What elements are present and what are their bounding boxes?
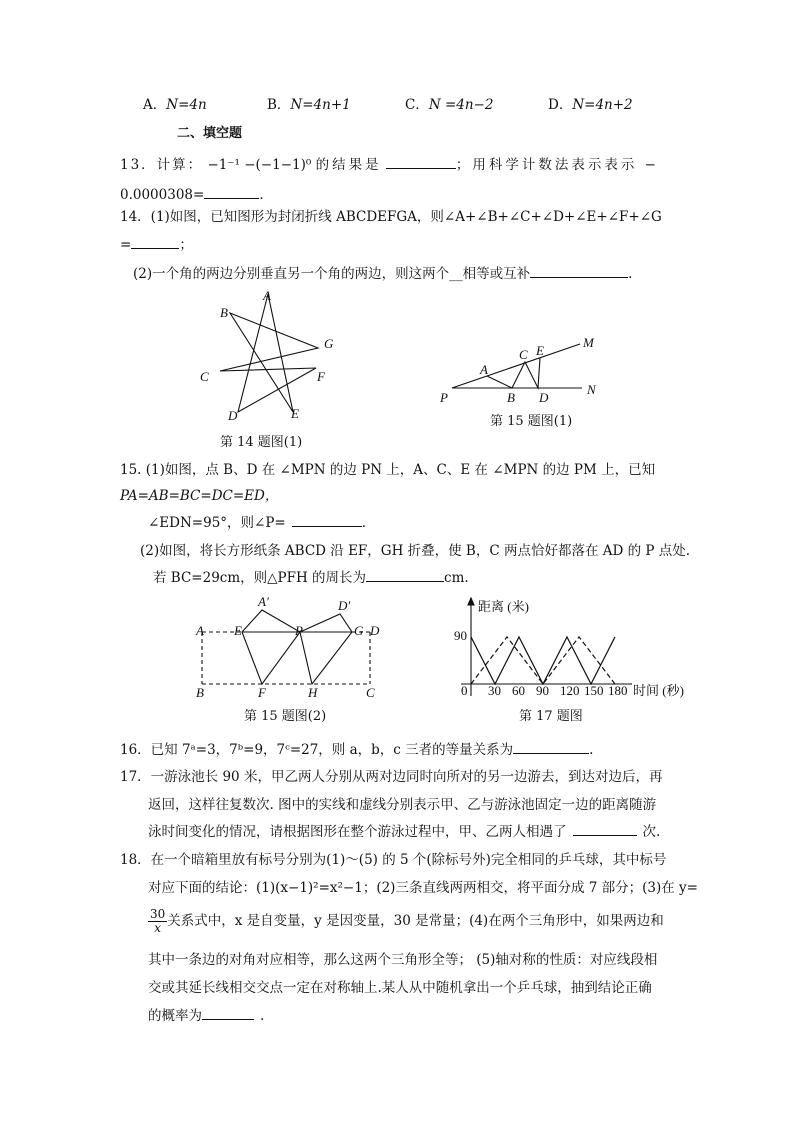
f15b-label-p: P bbox=[295, 623, 303, 638]
q15-line5-post: cm. bbox=[444, 570, 469, 586]
star-label-c: C bbox=[200, 369, 209, 384]
q15-line3-pre: ∠EDN=95°，则∠P= bbox=[148, 515, 286, 531]
f15b-label-d: D bbox=[370, 623, 380, 638]
f15b-label-h: H bbox=[308, 685, 318, 700]
q13-line2 bbox=[120, 186, 264, 204]
q18-line3 bbox=[148, 908, 664, 935]
q13-num: 13．计算： bbox=[120, 157, 204, 173]
q16-blank[interactable] bbox=[513, 741, 589, 754]
q15-blank2[interactable] bbox=[366, 569, 444, 582]
option-b-letter: B． bbox=[267, 97, 291, 113]
chart-series-dashed bbox=[471, 637, 615, 684]
q18-line4: 其中一条边的对角对应相等，那么这两个三角形全等； (5)轴对称的性质：对应线段相 bbox=[148, 952, 658, 968]
figure-15b-fold bbox=[192, 594, 392, 704]
option-c-expr: N =4n−2 bbox=[428, 97, 494, 113]
q17-line3-pre: 泳时间变化的情况，请根据图形在整个游泳过程中，甲、乙两人相遇了 bbox=[148, 824, 567, 840]
q13-text1: 的结果是 bbox=[315, 157, 382, 173]
f15a-label-p: P bbox=[440, 390, 448, 405]
f15a-label-m: M bbox=[583, 335, 594, 350]
fig14-caption: 第 14 题图(1) bbox=[220, 435, 303, 450]
option-a-expr: N=4n bbox=[166, 97, 207, 113]
q18-line6-pre: 的概率为 bbox=[148, 1008, 202, 1024]
q13-text2: ；用科学计数法表示表示 − bbox=[455, 157, 659, 173]
figure-17-chart bbox=[450, 594, 700, 709]
chart-x-tick-30: 30 bbox=[488, 683, 501, 698]
q15-line4: (2)如图，将长方形纸条 ABCD 沿 EF，GH 折叠，使 B，C 两点恰好都落在 AD 的 P 点处. bbox=[140, 543, 691, 559]
option-d-expr: N=4n+2 bbox=[572, 97, 633, 113]
chart-x-tick-90: 90 bbox=[536, 683, 549, 698]
q18-frac-den: x bbox=[154, 921, 162, 935]
q14-part2-end: . bbox=[628, 266, 633, 282]
star-label-g: G bbox=[324, 336, 334, 351]
f15a-label-b: B bbox=[507, 390, 515, 405]
q17-line3-post: 次. bbox=[642, 824, 661, 840]
f15b-label-e: E bbox=[234, 623, 242, 638]
q18-fraction bbox=[148, 908, 167, 935]
f15b-label-a: A bbox=[196, 623, 204, 638]
f15a-label-a: A bbox=[480, 362, 488, 377]
f15b-label-c: C bbox=[366, 685, 375, 700]
q14-line2-pre: = bbox=[120, 237, 132, 253]
f15b-label-d1: D′ bbox=[338, 598, 351, 613]
q18-frac-num: 30 bbox=[150, 907, 166, 921]
q17-line1: 17．一游泳池长 90 米，甲乙两人分别从两对边同时向所对的另一边游去，到达对边后，再 bbox=[120, 769, 663, 785]
option-a bbox=[143, 96, 207, 114]
chart-series-solid bbox=[471, 637, 615, 684]
q14-part2-text: (2)一个角的两边分别垂直另一个角的两边，则这两个__相等或互补 bbox=[133, 266, 531, 282]
fig17-caption: 第 17 题图 bbox=[519, 709, 583, 724]
f15b-label-g: G bbox=[354, 623, 364, 638]
q17-line2: 返回，这样往复数次. 图中的实线和虚线分别表示甲、乙与游泳池固定一边的距离随游 bbox=[148, 797, 657, 813]
f15b-label-a1: A′ bbox=[258, 594, 269, 609]
ray-pm bbox=[452, 344, 580, 388]
f15a-label-n: N bbox=[587, 382, 596, 397]
option-b bbox=[267, 96, 351, 114]
q16 bbox=[120, 741, 593, 759]
fold-right bbox=[300, 614, 352, 684]
star-label-b: B bbox=[220, 305, 228, 320]
chart-x-tick-120: 120 bbox=[560, 683, 580, 698]
q18-line1: 18．在一个暗箱里放有标号分别为(1)～(5) 的 5 个(除标号外)完全相同的乒乓球，其中标号 bbox=[120, 852, 667, 868]
q18-line5: 交或其延长线相交交点一定在对称轴上.某人从中随机拿出一个乒乓球，抽到结论正确 bbox=[148, 980, 652, 996]
option-b-expr: N=4n+1 bbox=[290, 97, 351, 113]
q18-blank[interactable] bbox=[202, 1007, 254, 1020]
q14-line2-post: ； bbox=[179, 237, 193, 253]
q15-blank1[interactable] bbox=[292, 514, 362, 527]
q18-line3-text: 关系式中，x 是自变量，y 是因变量，30 是常量；(4)在两个三角形中，如果两边和 bbox=[167, 913, 664, 929]
q18-line2: 对应下面的结论：(1)(x−1)²=x²−1；(2)三条直线两两相交，将平面分成 7 部分；(3)在 y= bbox=[148, 880, 698, 896]
option-d-letter: D． bbox=[548, 97, 573, 113]
q15-line3 bbox=[148, 514, 366, 532]
q13-blank1[interactable] bbox=[386, 156, 456, 169]
chart-origin: 0 bbox=[461, 683, 468, 698]
q13-line1 bbox=[120, 156, 659, 174]
q14-line2 bbox=[120, 236, 193, 254]
option-d bbox=[548, 96, 633, 114]
q17-line3 bbox=[148, 823, 660, 841]
q14-blank1[interactable] bbox=[131, 236, 179, 249]
q15-line3-post: . bbox=[361, 515, 367, 531]
star-label-e: E bbox=[291, 406, 299, 421]
fig15a-caption: 第 15 题图(1) bbox=[490, 414, 573, 429]
star-polyline bbox=[220, 294, 318, 412]
option-c-letter: C． bbox=[405, 97, 429, 113]
q13-line2-text: 0.0000308= bbox=[120, 187, 205, 203]
star-label-f: F bbox=[317, 369, 325, 384]
chart-x-tick-60: 60 bbox=[512, 683, 525, 698]
chart-x-tick-180: 180 bbox=[608, 683, 628, 698]
f15a-label-c: C bbox=[519, 347, 528, 362]
figure-15a-angle bbox=[440, 336, 620, 406]
q14-part2 bbox=[133, 265, 632, 283]
fold-left bbox=[242, 610, 300, 684]
star-label-d: D bbox=[228, 408, 238, 423]
f15b-label-f: F bbox=[258, 685, 266, 700]
q13-expr: −1⁻¹ −(−1−1)⁰ bbox=[207, 157, 312, 173]
chart-y-tick-90: 90 bbox=[454, 628, 467, 643]
option-a-letter: A． bbox=[143, 97, 167, 113]
q15-line5-pre: 若 BC=29cm，则△PFH 的周长为 bbox=[153, 570, 367, 586]
figure-14-star bbox=[190, 288, 350, 423]
q13-blank2[interactable] bbox=[204, 186, 259, 199]
q15-line2: PA=AB=BC=DC=ED， bbox=[120, 488, 279, 504]
q14-blank2[interactable] bbox=[530, 265, 628, 278]
q15-line1: 15. (1)如图，点 B、D 在 ∠MPN 的边 PN 上，A、C、E 在 ∠MPN 的边 PM 上，已知 bbox=[120, 462, 656, 478]
chart-ylabel: 距离 (米) bbox=[478, 599, 529, 614]
fig15b-caption: 第 15 题图(2) bbox=[244, 709, 327, 724]
f15a-label-e: E bbox=[536, 343, 544, 358]
y-axis-arrow bbox=[468, 598, 474, 605]
q15-line5 bbox=[153, 569, 469, 587]
f15a-label-d: D bbox=[539, 390, 549, 405]
chart-x-tick-150: 150 bbox=[584, 683, 604, 698]
q16-text: 16．已知 7ᵃ=3，7ᵇ=9，7ᶜ=27，则 a，b，c 三者的等量关系为 bbox=[120, 742, 514, 758]
option-c bbox=[405, 96, 493, 114]
chart-xlabel: 时间 (秒) bbox=[633, 683, 684, 698]
section-title: 二、填空题 bbox=[177, 126, 243, 141]
star-label-a: A bbox=[263, 288, 271, 303]
f15b-label-b: B bbox=[196, 685, 204, 700]
q16-end: . bbox=[589, 742, 594, 758]
q18-line6-post: . bbox=[260, 1008, 265, 1024]
q13-end: . bbox=[259, 187, 264, 203]
q17-blank[interactable] bbox=[573, 823, 637, 836]
q18-line6 bbox=[148, 1007, 264, 1025]
q14-line1: 14．(1)如图，已知图形为封闭折线 ABCDEFGA，则∠A+∠B+∠C+∠D+∠E+∠F+∠G bbox=[120, 209, 662, 225]
